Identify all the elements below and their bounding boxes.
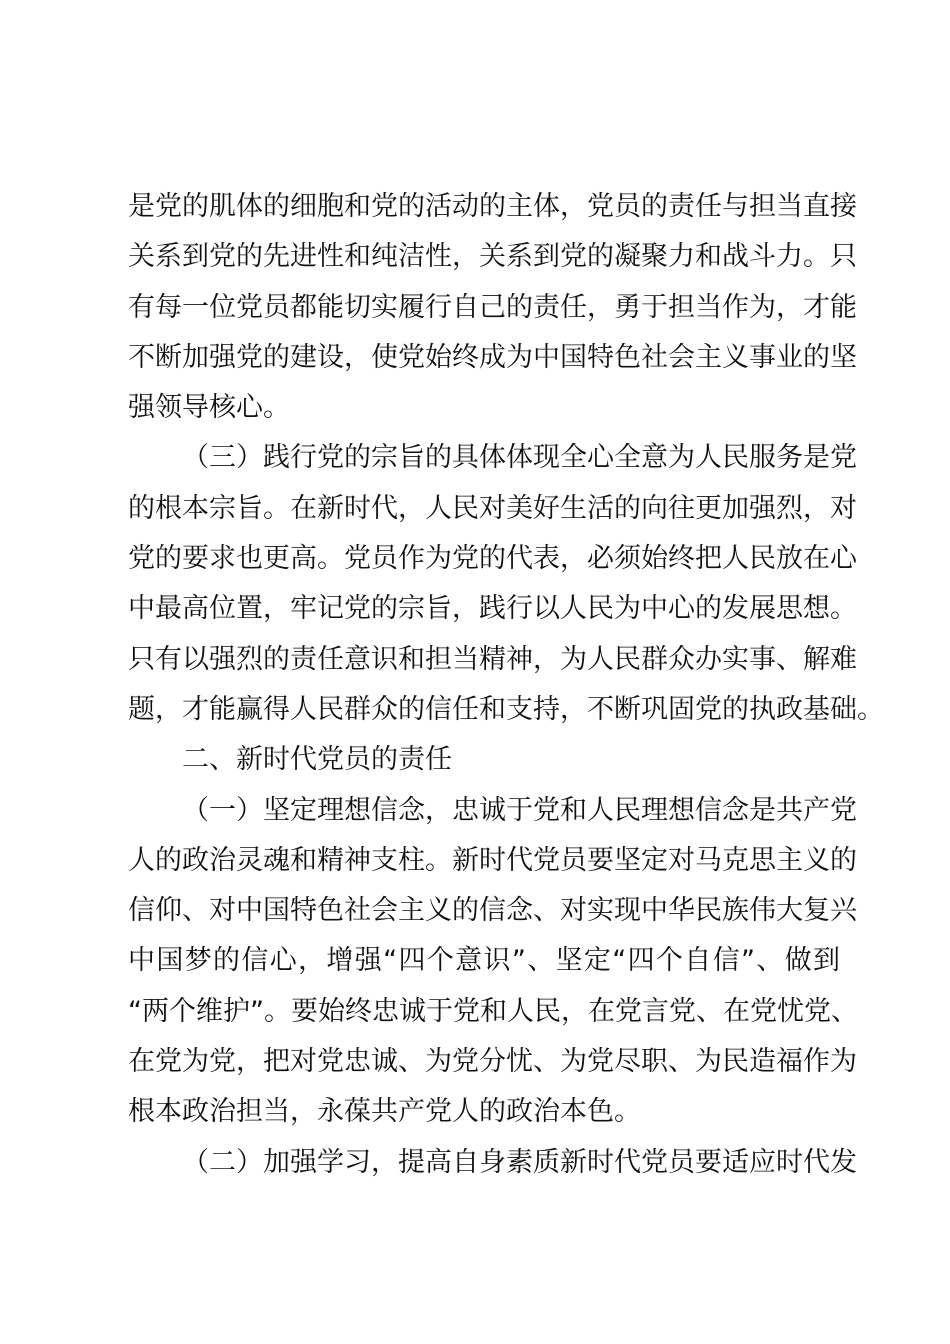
text-line: 人的政治灵魂和精神支柱。新时代党员要坚定对马克思主义的 — [128, 844, 857, 876]
text-line: 关系到党的先进性和纯洁性，关系到党的凝聚力和战斗力。只 — [128, 241, 857, 273]
text-line: 不断加强党的建设，使党始终成为中国特色社会主义事业的坚 — [128, 341, 857, 373]
body-text — [128, 182, 884, 1188]
text-line: 是党的肌体的细胞和党的活动的主体，党员的责任与担当直接 — [128, 191, 857, 222]
text-line: 的根本宗旨。在新时代，人民对美好生活的向往更加强烈，对 — [128, 492, 857, 524]
text-line: 强领导核心。 — [128, 392, 290, 424]
text-line: 题，才能赢得人民群众的信任和支持，不断巩固党的执政基础。 — [128, 693, 884, 725]
text-line: 党的要求也更高。党员作为党的代表，必须始终把人民放在心 — [128, 543, 857, 575]
text-line: 根本政治担当，永葆共产党人的政治本色。 — [128, 1096, 641, 1128]
text-line: 只有以强烈的责任意识和担当精神，为人民群众办实事、解难 — [128, 643, 857, 675]
text-line: 有每一位党员都能切实履行自己的责任，勇于担当作为，才能 — [128, 291, 857, 323]
text-line: 中国梦的信心，增强“四个意识”、坚定“四个自信”、做到 — [128, 945, 840, 977]
text-line: 信仰、对中国特色社会主义的信念、对实现中华民族伟大复兴 — [128, 895, 857, 927]
subsection-heading-line: （二）加强学习，提高自身素质新时代党员要适应时代发 — [182, 1146, 857, 1178]
section-heading: 二、新时代党员的责任 — [182, 744, 452, 776]
text-line: 在党为党，把对党忠诚、为党分忧、为党尽职、为民造福作为 — [128, 1046, 857, 1078]
text-line: 中最高位置，牢记党的宗旨，践行以人民为中心的发展思想。 — [128, 593, 857, 625]
subsection-heading-line: （三）践行党的宗旨的具体体现全心全意为人民服务是党 — [182, 442, 857, 474]
subsection-heading-line: （一）坚定理想信念，忠诚于党和人民理想信念是共产党 — [182, 794, 857, 826]
text-line: “两个维护”。要始终忠诚于党和人民，在党言党、在党忧党、 — [128, 995, 858, 1027]
